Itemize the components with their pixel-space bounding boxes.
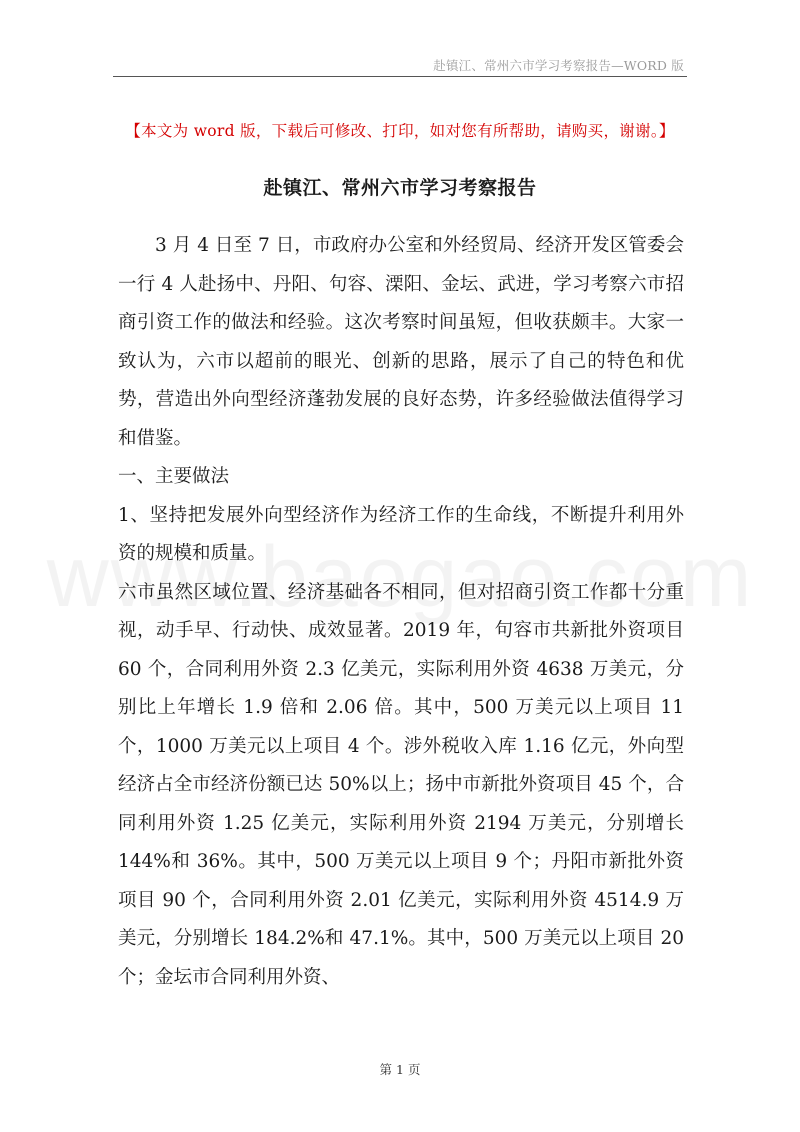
paragraph-details: 六市虽然区域位置、经济基础各不相同，但对招商引资工作都十分重视，动手早、行动快、成效显著。2019 年，句容市共新批外资项目 60 个，合同利用外资 2.3 亿美元，实际利用外资 4638 万美元，分别比上年增长 1.9 倍和 2.06 倍。其中，500 万美元以上项目 11 个，1000 万美元以上项目 4 个。涉外税收入库 1.16 亿元，外向型经济占全市经济份额已达 50%以上；扬中市新批外资项目 45 个，合同利用外资 1.25 亿美元，实际利用外资 2194 万美元，分别增长 144%和 36%。其中，500 万美元以上项目 9 个；丹阳市新批外资项目 90 个，合同利用外资 2.01 亿美元，实际利用外资 4514.9 万美元，分别增长 184.2%和 47.1%。其中，500 万美元以上项目 20 个；金坛市合同利用外资、: [118, 581, 684, 988]
page-number: 第 1 页: [379, 1062, 421, 1077]
paragraph-intro: 3 月 4 日至 7 日，市政府办公室和外经贸局、经济开发区管委会一行 4 人赴扬中、丹阳、句容、溧阳、金坛、武进，学习考察六市招商引资工作的做法和经验。这次考察时间虽短，但收获颇丰。大家一致认为，六市以超前的眼光、创新的思路，展示了自己的特色和优势，营造出外向型经济蓬勃发展的良好态势，许多经验做法值得学习和借鉴。: [118, 235, 684, 449]
purchase-notice: 【本文为 word 版，下载后可修改、打印，如对您有所帮助，请购买，谢谢。】: [125, 122, 675, 140]
section-heading: 一、主要做法: [118, 466, 230, 487]
document-title: 赴镇江、常州六市学习考察报告: [263, 177, 537, 199]
header-divider: [113, 76, 687, 77]
document-body: [118, 227, 684, 997]
subsection-heading: 1、坚持把发展外向型经济作为经济工作的生命线，不断提升利用外资的规模和质量。: [118, 504, 684, 564]
running-header: 赴镇江、常州六市学习考察报告—WORD 版: [433, 58, 684, 73]
